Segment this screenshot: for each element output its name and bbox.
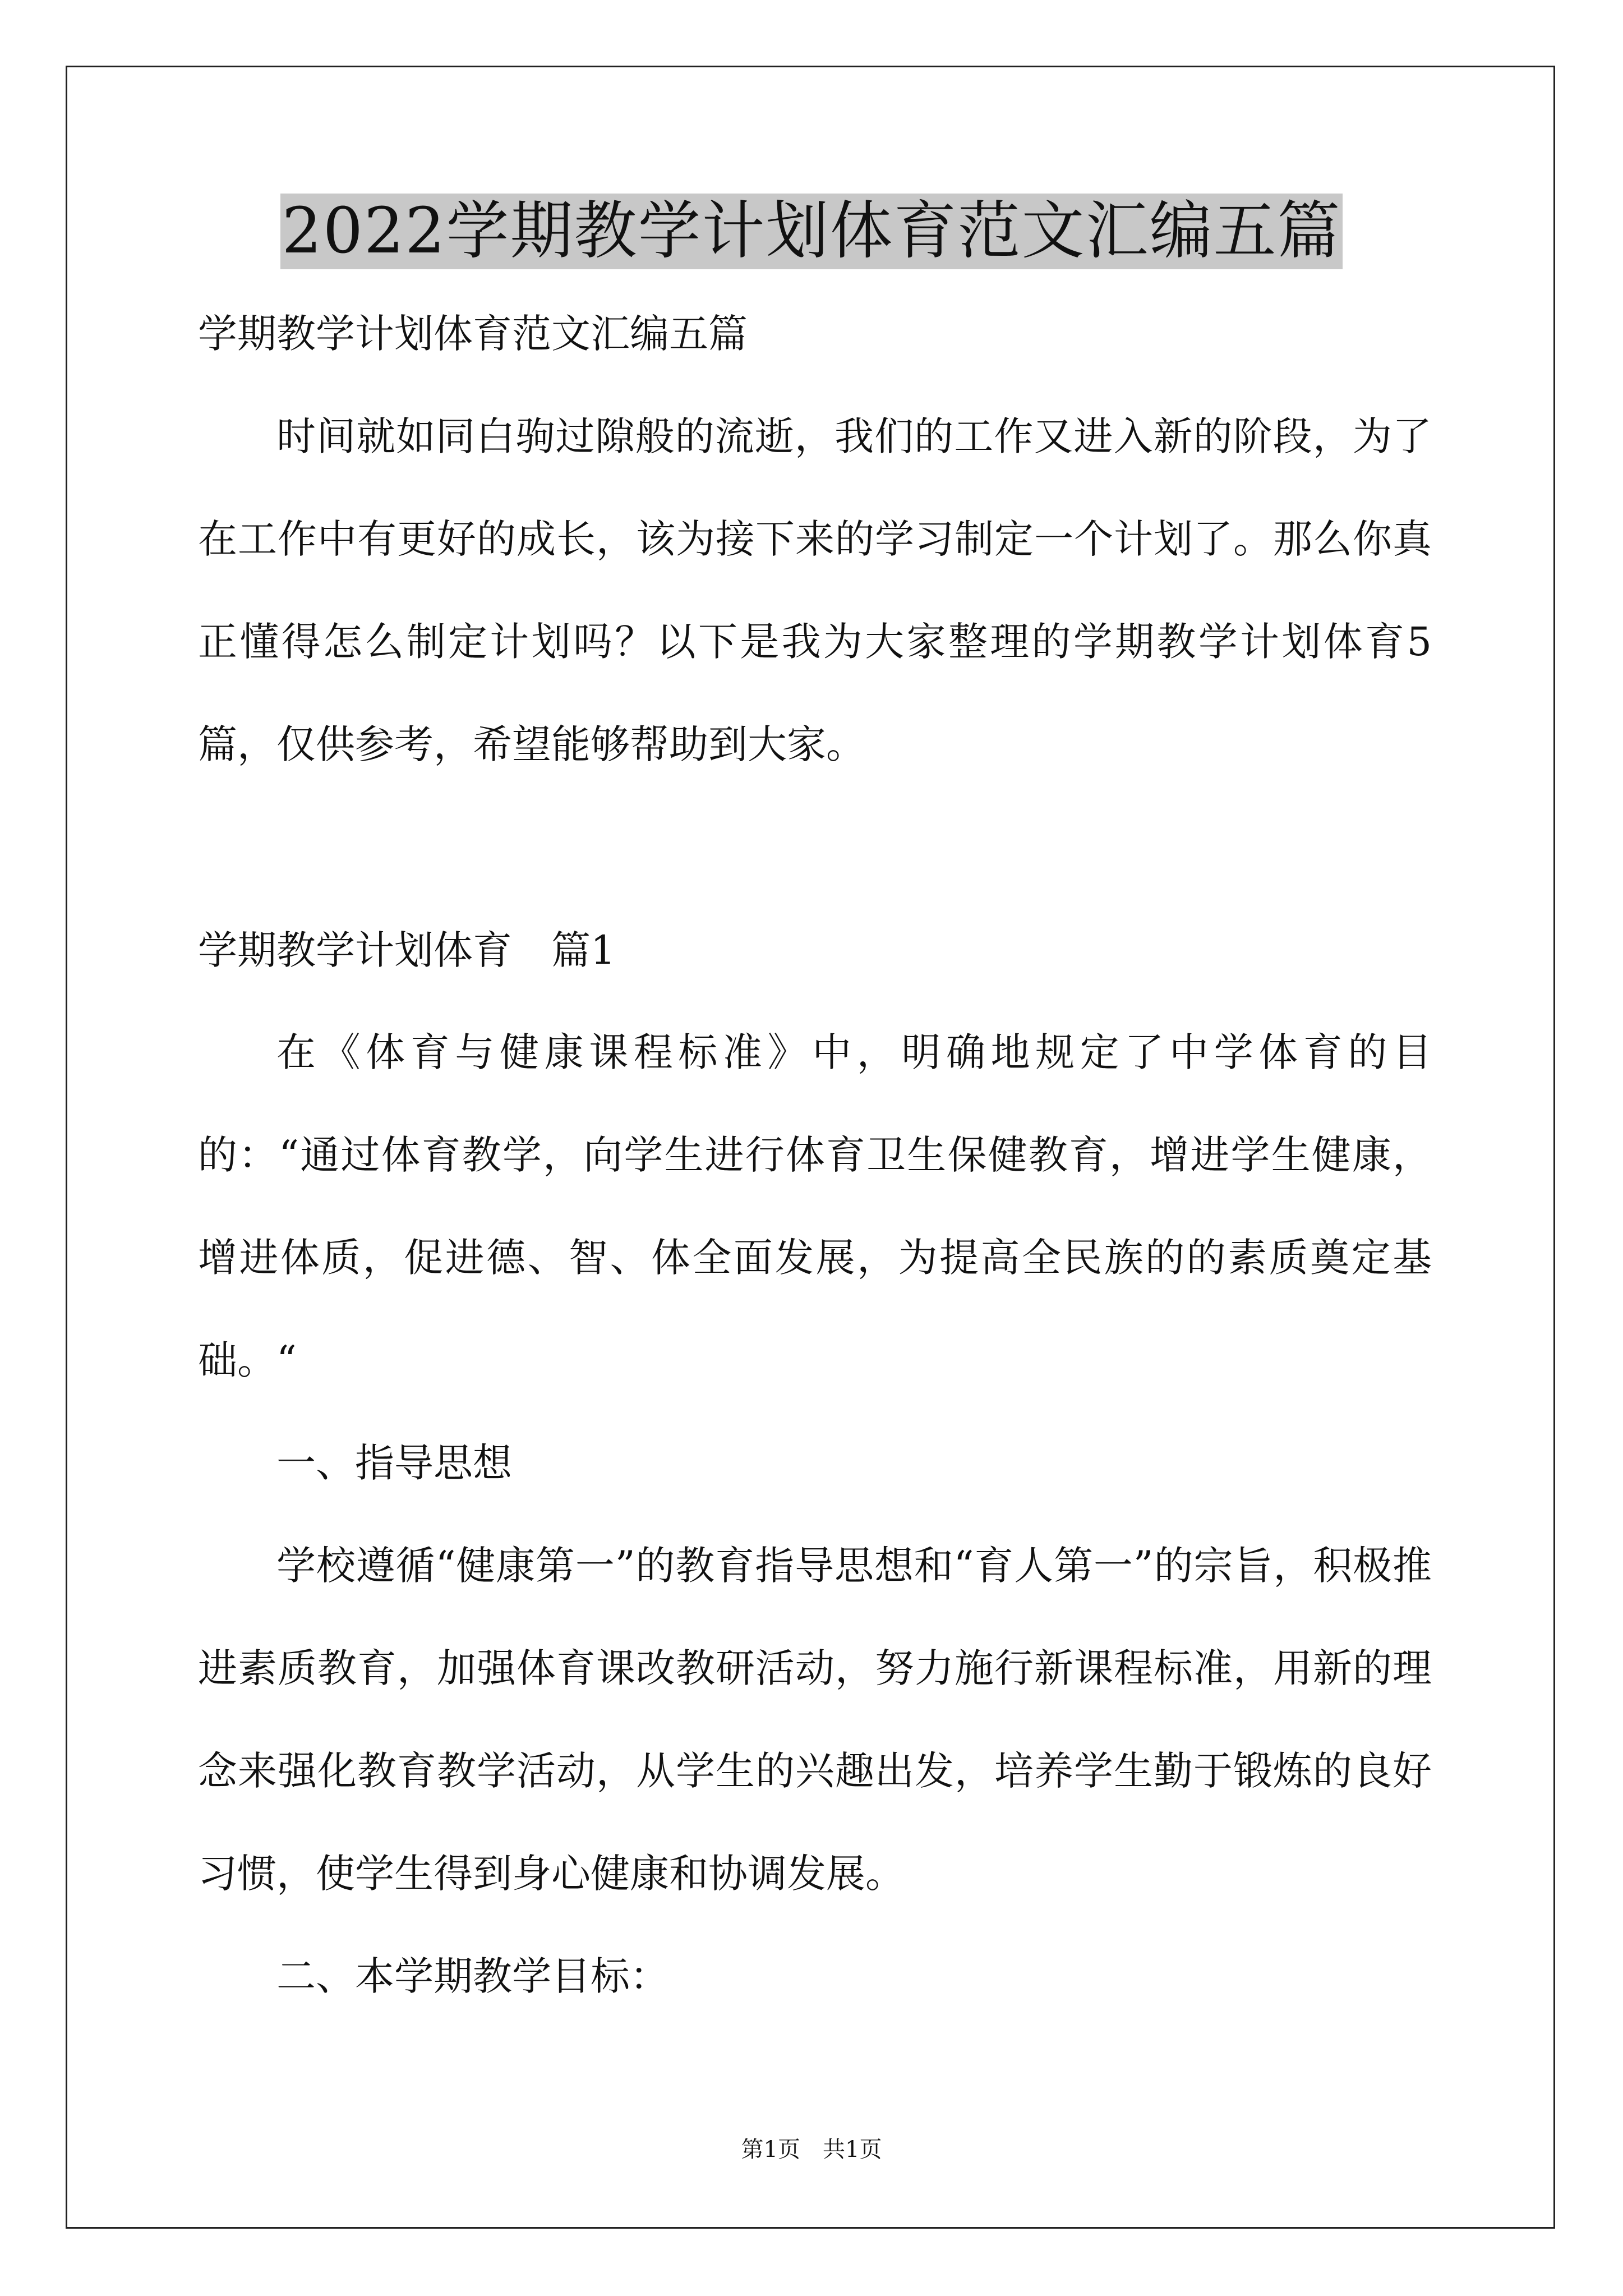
heading-guiding-ideology: 一、指导思想 bbox=[276, 1440, 512, 1486]
page-footer: 第1页 共1页 bbox=[741, 2137, 882, 2162]
paragraph-standard: 在《体育与健康课程标准》中，明确地规定了中学体育的目的：“通过体育教学，向学生进行体育卫生保健教育，增进学生健康，增进体质，促进德、智、体全面发展，为提高全民族的的素质奠定基础。“ bbox=[198, 1029, 1432, 1383]
document-title-wrap bbox=[0, 194, 1623, 269]
document-body bbox=[198, 309, 1432, 2028]
document-title: 2022学期教学计划体育范文汇编五篇 bbox=[280, 194, 1342, 269]
intro-paragraph: 时间就如同白驹过隙般的流逝，我们的工作又进入新的阶段，为了在工作中有更好的成长，该为接下来的学习制定一个计划了。那么你真正懂得怎么制定计划吗？以下是我为大家整理的学期教学计划体育5篇，仅供参考，希望能够帮助到大家。 bbox=[198, 413, 1432, 767]
subtitle: 学期教学计划体育范文汇编五篇 bbox=[198, 311, 748, 357]
paragraph-guiding-ideology: 学校遵循“健康第一”的教育指导思想和“育人第一”的宗旨，积极推进素质教育，加强体育课改教研活动，努力施行新课程标准，用新的理念来强化教育教学活动，从学生的兴趣出发，培养学生勤于锻炼的良好习惯，使学生得到身心健康和协调发展。 bbox=[198, 1543, 1432, 1897]
section-heading: 学期教学计划体育 篇1 bbox=[198, 927, 616, 973]
heading-teaching-goals: 二、本学期教学目标： bbox=[276, 1953, 669, 1999]
